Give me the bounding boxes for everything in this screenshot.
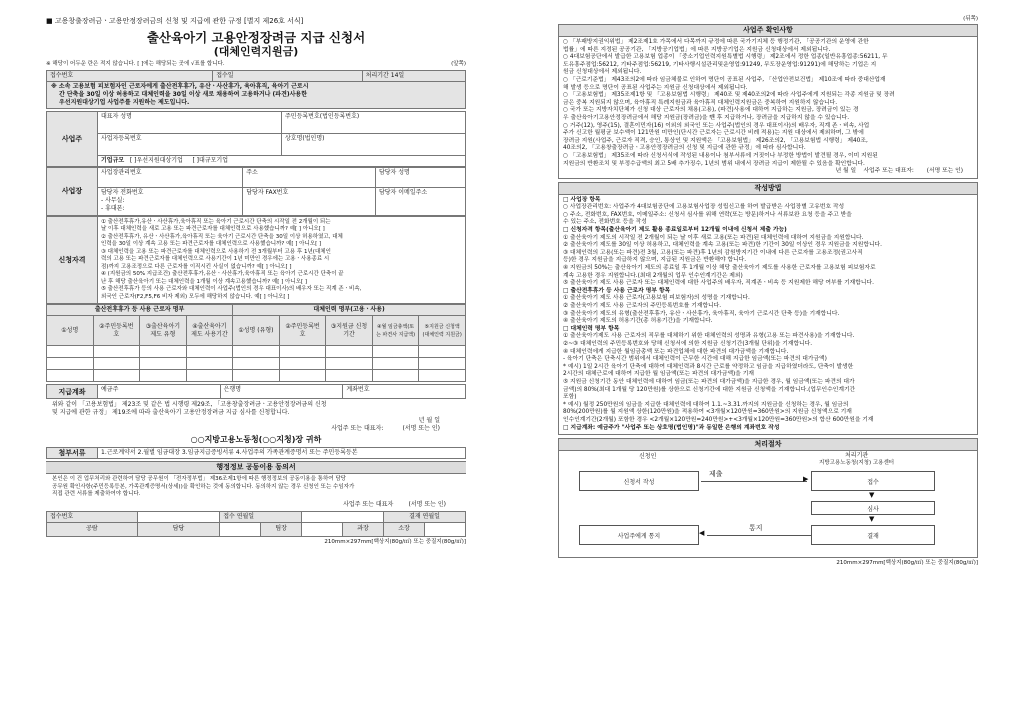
declaration-date: 년 월 일 — [418, 417, 440, 424]
company-size-field — [98, 155, 466, 166]
office-director-label: 소장 — [398, 525, 410, 532]
col-wage — [372, 316, 419, 346]
rep-name-field[interactable] — [98, 111, 282, 133]
office-label: - 사무실: — [101, 196, 125, 204]
phone-field[interactable] — [98, 187, 243, 215]
office-receipt-date — [220, 511, 302, 522]
table-row[interactable] — [47, 346, 466, 358]
left-footer: 210mm×297mm[백상지(80g/㎡) 또는 중질지(80g/㎡)] — [324, 538, 466, 545]
office-team-lead-sign[interactable] — [302, 522, 343, 536]
confirm-title: 사업주 확인사항 — [559, 25, 977, 37]
depositor-field[interactable] — [98, 385, 221, 399]
bank-label: 은행명 — [223, 386, 242, 393]
col-name-2 — [233, 316, 280, 346]
method-item: □ 출산전후휴가 등 사용 근로자 명부 항목 — [563, 287, 671, 294]
form-back-page — [512, 0, 1024, 723]
process-col-applicant: 신청인 — [639, 453, 657, 461]
office-team-lead-label: 팀장 — [275, 525, 287, 532]
workplace-section-label — [47, 167, 98, 215]
col-apply-period-label: ③지원금 신청기간 — [330, 322, 368, 338]
roster-group-1 — [47, 305, 233, 316]
col-period-1-label: ④출산육아기 제도 사용기간 — [191, 322, 228, 338]
attachment-table — [46, 447, 466, 459]
method-item: ⑤ 출산육아기 제도 사용 근로자 또는 대체인력에 대한 사업주의 배우자, 직계존ㆍ비속 등 지원제한 해당 여부를 기재합니다. — [563, 280, 874, 287]
confirm-item: ○ 4대보험공단에서 발급한 고용보험 업종이 「중소기업인력지원특별법 시행령」 제2조에서 정한 업종(일반유흥업종:56211, 무 — [563, 54, 888, 61]
confirm-item: 원금 신청대상에서 제외됩니다. — [563, 69, 642, 76]
office-director-sign[interactable] — [424, 522, 465, 536]
method-title: 작성방법 — [559, 183, 977, 195]
attach-section-label — [47, 448, 98, 459]
mgmt-no-label: 사업장관리번호 — [101, 168, 142, 176]
qualification-section-label — [47, 216, 98, 304]
confirm-item: ○ 거주(12), 영주(15), 결혼이민자(16) 이외의 외국인 또는 사업주(법인의 경우 대표이사)의 배우자, 직계 존ㆍ비속, 사업 — [563, 122, 870, 129]
arrow-right-icon: ▶ — [803, 475, 809, 484]
mgmt-no-field[interactable] — [98, 167, 243, 187]
qualification-label-text: 신청자격 — [58, 255, 86, 264]
confirm-item: 해 발생 등으로 명단이 공표된 사업주는 지원금 신청대상에서 제외됩니다. — [563, 84, 748, 91]
office-staff — [137, 522, 219, 536]
method-item: 등)한 경우 지원금을 지급하지 않으며, 지급된 지원금은 반환해야 합니다. — [563, 257, 747, 264]
admin-text-1: 본인은 이 건 업무처리와 관련하여 담당 공무원이 「전자정부법」 제36조제1항에 따른 행정정보의 공동이용을 통하여 담당 — [52, 476, 346, 482]
bank-field[interactable] — [220, 385, 343, 399]
payment-section-label — [47, 385, 98, 399]
roster-group-2-label: 대체인력 명부(고용ㆍ사용) — [313, 306, 385, 313]
payment-label-text: 지급계좌 — [58, 387, 86, 396]
intro-line-3: 우선지원대상기업 사업주를 지원하는 제도입니다. — [59, 98, 190, 106]
office-review — [47, 522, 138, 536]
worker-roster-table — [46, 304, 466, 382]
declaration-block — [46, 399, 466, 447]
col-apply-period — [326, 316, 373, 346]
resident-no-label: 주민등록번호(법인등록번호) — [285, 112, 360, 120]
admin-signer-label: 사업주 또는 대표자 — [343, 500, 394, 508]
method-item: ② 출산육아기 제도를 30일 이상 허용하고, 대체인력을 계속 고용(또는 파견)한 기간이 30일 이상인 경우 지원금을 지원합니다. — [563, 242, 882, 249]
flow-arrow-notice — [707, 535, 811, 536]
employer-section-label — [47, 111, 98, 166]
form-subtitle: (대체인력지원금) — [213, 45, 299, 58]
declaration-line-2: 및 지급에 관한 규정」 제19조에 따라 출산육아기 고용안정장려금 지급 심사를 신청합니다. — [52, 409, 290, 416]
confirm-item: ○ 「근로기준법」 제43조의2에 따라 임금체불로 인하여 명단이 공표된 사업주, 「산업안전보건법」 제10조에 따라 중대산업재 — [563, 76, 886, 83]
manager-name-label: 담당자 성명 — [378, 168, 410, 176]
admin-text-3: 직접 관련 서류를 제출하여야 합니다. — [52, 491, 141, 497]
side-note: (앞쪽) — [451, 61, 466, 67]
admin-consent-title: 행정정보 공동이용 동의서 — [46, 461, 466, 474]
office-staff-label: 담당 — [172, 525, 185, 532]
fax-field[interactable] — [243, 187, 376, 215]
confirm-item: 법률」에 따른 지정된 공공기관, 「지방공기업법」에 따른 지방공기업은 지원금 신청대상에서 제외됩니다. — [563, 46, 831, 53]
qual-item-4b[interactable]: 난 후 해당 출산육아기 또는 대체인력을 1개월 이상 계속고용했습니까? 예[ ] 아니오[ ] — [101, 278, 307, 285]
office-manager — [343, 522, 384, 536]
manager-name-field[interactable] — [375, 167, 465, 187]
method-item: ④ 대체인력에게 지급한 월임금총액 또는 파견업체에 대한 파견의 대가금액을 기재합니다. — [563, 348, 789, 355]
col-type-1 — [140, 316, 187, 346]
qual-item-4[interactable]: ④ (지원금의 50% 지급조건) 출산전후휴가,유산ㆍ사산휴가,육아휴직 또는 육아기 근로시간 단축이 끝 — [101, 271, 344, 277]
top-note: ※ 해당이 어두운 란은 적지 않습니다. [ ]에는 해당되는 곳에 √표를 합니다. — [46, 61, 225, 67]
flow-review — [811, 501, 935, 515]
method-item: □ 지급계좌: 예금주가 "사업주 또는 상호명(법인명)"과 동일한 은행의 계좌번호 작성 — [563, 424, 780, 431]
col-wage-label: ④월 임금총액(또는 파견사 지급액) — [376, 323, 416, 338]
confirm-item: 우 출산육아기고용안정장려금에서 해당 지원금(장려금)을 뺀 후 지급하거나, 장려금을 지급하지 않을 수 있습니다. — [563, 114, 850, 121]
confirm-item: ○ 「고용보험법」 제35조제1항 및 「고용보험법 시행령」 제40조 및 제40조의2에 따라 사업주에게 지원되는 각종 지원금 및 장려 — [563, 92, 895, 99]
period-cell — [362, 70, 465, 81]
size-label: 기업규모 — [101, 156, 125, 164]
rep-name-label: 대표자 성명 — [101, 112, 132, 120]
office-review-label: 공람 — [86, 525, 98, 532]
attach-items-text: 1.근로계약서 2.월별 임금대장 3.임금지급증빙서류 4.사업주의 가족관계증명서 또는 주민등록등본 — [101, 449, 358, 456]
flow-notice-target — [579, 525, 699, 545]
admin-consent-block — [46, 474, 466, 511]
email-label: 담당자 이메일주소 — [378, 188, 428, 196]
employer-table — [46, 111, 466, 167]
qual-item-3[interactable]: ③ 대체인력을 고용 또는 파견근로자를 대체인력으로 사용하기 전 3개월부터 고용 후 1년(대체인 — [101, 248, 331, 255]
office-receipt-no — [47, 511, 138, 522]
workplace-table — [46, 167, 466, 216]
col-amount-label: ⑤지원금 신청액 (대체인력 지원금) — [422, 323, 462, 338]
qualification-table — [46, 216, 466, 305]
qual-item-3b[interactable]: 력의 고용 또는 파견근로자를 대체인력으로 사용기간이 1년 미만인 경우에는 고용ㆍ사용종료 시 — [101, 256, 330, 262]
sign-note[interactable]: (서명 또는 인) — [402, 425, 440, 432]
qual-item-5[interactable]: ⑤ 출산전후휴가 등의 사용 근로자와 대체인력이 사업주(법인의 경우 대표이사)의 배우자 또는 직계 존ㆍ비속, — [101, 286, 362, 292]
flow-review-label: 심사 — [867, 505, 879, 513]
table-row[interactable] — [47, 358, 466, 370]
col-rrn-1 — [93, 316, 140, 346]
size-option-priority[interactable]: [ ]우선지원대상기업 — [129, 156, 183, 164]
office-manager-label: 과장 — [357, 525, 369, 532]
confirm-item: 주가 신고한 월평균 보수액이 121만원 미만인(단시간 근로자는 근로시간 비례 적용)는 지원 대상에서 제외하며, 그 밖에 — [563, 130, 864, 137]
employer-label-text: 사업주 — [61, 134, 83, 143]
method-item: □ 신청자격 항목(출산육아기 제도 활용 종료일로부터 12개월 이내에 신청서 제출 가능) — [563, 227, 787, 234]
receipt-table — [46, 70, 466, 82]
addressee: ○○지방고용노동청(○○지청)장 귀하 — [190, 435, 322, 444]
phone-label: 담당자 전화번호 — [101, 188, 144, 196]
flow-receipt — [811, 471, 935, 491]
flow-receipt-label: 접수 — [867, 478, 879, 486]
attach-items — [98, 448, 466, 459]
method-list — [559, 195, 977, 434]
process-title: 처리절차 — [559, 439, 977, 451]
confirm-item: ○ 국가 또는 지방자치단체가 신청 대상 근로자의 채용(고용), (파견)사용에 대하여 지급하는 지원금, 장려금이 있는 경 — [563, 107, 859, 114]
confirm-list — [559, 37, 977, 178]
method-item: * 예시) 월정 250만원의 임금을 지급한 대체인력에 대하여 1.1.~3.31.까지의 지원금을 신청하는 경우, 월 임금의 — [563, 401, 849, 408]
confirm-item: ○ 「고용보험법」 제35조에 따라 신청서식에 작성된 내용이나 첨부서류에 거짓이나 부정한 방법이 발견될 경우, 이미 지원된 — [563, 152, 878, 159]
col-name-1 — [47, 316, 94, 346]
flow-notice-target-label: 사업주에게 통지 — [617, 532, 661, 540]
regulation-header — [46, 16, 466, 26]
flow-submit-label: 제출 — [709, 470, 723, 479]
account-label: 계좌번호 — [346, 386, 370, 393]
office-team-lead — [261, 522, 302, 536]
qual-item-2[interactable]: ② 출산전후휴가, 유산ㆍ사산휴가,육아휴직 또는 육아기 근로시간 단축을 30일 이상 허용하였고, 대체 — [101, 233, 343, 240]
back-side-label: (뒤쪽) — [963, 16, 978, 22]
col-rrn-2-label: ②주민등록번호 — [285, 322, 320, 338]
qualification-items — [98, 216, 466, 304]
method-item: - 육아기 단축은 단축시간 범위에서 대체인력이 근무한 시간에 대해 지급한 임금액(또는 파견의 대가금액) — [563, 356, 827, 363]
company-name-label: 상호명(법인명) — [285, 134, 325, 142]
method-item: 80%(200만원)를 월 지원액 상한(120만원)을 적용하여 <3개월×120만원=360만원>의 지원금 신청액으로 기재 — [563, 409, 852, 416]
qual-item-1b[interactable]: 날 이후 대체인력을 새로 고용 또는 파견근로자를 대체인력으로 사용했습니까? 예[ ] 아니오[ ] — [101, 226, 325, 232]
method-item: ○ 사업장관리번호: 사업주가 4대보험공단에 고용보험사업장 성립신고를 하여 발급받은 사업장별 고유번호 작성 — [563, 204, 845, 211]
col-name-1-label: ①성명 — [61, 326, 79, 334]
depositor-label: 예금주 — [101, 386, 119, 393]
period-label: 처리기간 14일 — [365, 71, 405, 79]
roster-group-1-label: 출산전후휴가 등 사용 근로자 명부 — [94, 306, 185, 313]
workplace-label-text: 사업장 — [61, 187, 83, 195]
mobile-label: - 휴대폰: — [101, 204, 125, 212]
col-rrn-1-label: ②주민등록번호 — [99, 322, 134, 338]
flow-decide-label: 결재 — [867, 532, 879, 540]
qual-item-2b[interactable]: 인력을 30일 이상 계속 고용 또는 파견근로자를 대체인력으로 사용했습니까? 예[ ] 아니오[ ] — [101, 241, 322, 247]
qual-item-5b[interactable]: 외국인 근로자(F2,F5,F6 비자 제외) 모두에 해당하지 않습니다. 예[ ] 아니오[ ] — [101, 293, 290, 300]
method-item: 수 있는 주소, 전화번호 등을 작성 — [563, 219, 647, 226]
payment-table — [46, 384, 466, 399]
method-item: 포함) — [563, 394, 577, 401]
method-item: ○ 주소, 전화번호, FAX번호, 이메일주소: 신청서 심사를 위해 연락(또는 방문)하거나 서류보완 요청 등을 주고 받을 — [563, 211, 852, 218]
table-row[interactable] — [47, 370, 466, 382]
method-item: 인수인계기간(2개월) 포함한 경우 <2개월×120만원=240만원>+<3개월×120만원=360만원>의 합산 600만원을 기재 — [563, 416, 874, 423]
account-field[interactable] — [343, 385, 466, 399]
method-item: ④ 지원금의 50%는 출산육아기 제도의 종료일 후 1개월 이상 해당 출산육아기 제도를 사용한 근로자를 고용보험 피보험자로 — [563, 265, 876, 272]
office-receipt-no-value[interactable] — [137, 511, 219, 522]
method-section — [558, 182, 978, 435]
process-section — [558, 438, 978, 558]
office-use-table — [46, 511, 466, 537]
process-col-agency-sub: 지방고용노동청(지청) 고용센터 — [819, 460, 895, 467]
address-field[interactable] — [243, 167, 376, 187]
office-approve-date-label: 결재 연월일 — [409, 512, 440, 520]
flow-arrow-submit — [701, 481, 807, 482]
flow-decide — [811, 525, 935, 545]
confirm-item: ○ 「부패방지권익위법」 제2조제1호 가목에서 다목까지 규정에 따른 국가기지체 등 행정기관, 「공공기관의 운영에 관한 — [563, 39, 869, 45]
confirm-item: 도유흥주점업:56212, 기타주점업:56219, 기타사행시설관리및운영업:91249, 무도장운영업:91291)에 해당하는 기업은 지 — [563, 61, 877, 68]
regulation-text: ■ 고용창출장려금ㆍ고용안정장려금의 신청 및 지급에 관한 규정 [별지 제26호 서식] — [46, 17, 304, 25]
receipt-no-cell[interactable] — [47, 70, 213, 81]
arrow-down-icon: ▼ — [869, 515, 875, 524]
biz-reg-no-label: 사업자등록번호 — [101, 134, 142, 142]
intro-line-1: ※ 소속 고용보험 피보험자인 근로자에게 출산전후휴가, 유산ㆍ사산휴가, 육아휴직, 육아기 근로시 — [51, 82, 309, 90]
company-name-field[interactable] — [282, 133, 466, 155]
confirm-item: 지원금의 반환조치 및 부정수급액의 최고 5배 추가징수, 1년의 범위 내에서 장려금 지급이 제한될 수 있음을 확인합니다. — [563, 160, 865, 167]
qual-item-3c[interactable]: 점)까지 고용조정으로 다른 근로자를 이직시킨 사실이 없습니까? 예[ ] 아니오[ ] — [101, 263, 292, 270]
declaration-line-1: 위와 같이 「고용보험법」 제23조 및 같은 법 시행령 제29조, 「고용창출장려금ㆍ고용안정장려금의 신청 — [52, 401, 327, 408]
method-item: ③ 출산육아기 제도의 유형(출산전후휴가, 유산ㆍ사산휴가, 육아휴직, 육아기 근로시간 단축 등)을 기재합니다. — [563, 310, 840, 317]
arrow-left-icon: ◀ — [699, 529, 705, 538]
confirm-item: 40조의2, 「고용창출장려금ㆍ고용안정장려금의 신청 및 지급에 관한 규정」에 따라 심사합니다. — [563, 145, 806, 152]
office-approve-date — [384, 511, 466, 522]
signer-label: 사업주 또는 대표자: — [331, 425, 384, 432]
office-receipt-no-label: 접수번호 — [50, 512, 74, 520]
office-staff-sign[interactable] — [220, 522, 261, 536]
process-col-agency: 처리기관 — [845, 452, 869, 460]
biz-reg-no-field[interactable] — [98, 133, 282, 155]
top-note-row — [46, 61, 466, 69]
intro-box — [46, 82, 466, 109]
office-receipt-date-label: 접수 연월일 — [223, 512, 255, 520]
receipt-date-label: 접수일 — [216, 71, 234, 79]
confirm-item: 금은 중복 지원되지 않으며, 육아휴직 특례지원금과 육아휴직 대체인력지원금은 중복하여 지원하지 않습니다. — [563, 99, 838, 106]
email-field[interactable] — [375, 187, 465, 215]
flow-write-label: 신청서 작성 — [623, 478, 655, 486]
method-item: □ 사업장 항목 — [563, 196, 601, 203]
intro-line-2: 간 단축을 30일 이상 허용하고 대체인력을 30일 이상 새로 채용하여 고용하거나 (파견)사용한 — [59, 90, 308, 98]
col-name-2-label: ①성명 (유형) — [238, 326, 274, 334]
method-item: ⑤ 지원금 신청기간 동안 대체인력에 대하여 임금(또는 파견의 대가금액)을 지급한 경우, 월 임금액(또는 파견의 대가 — [563, 378, 855, 385]
admin-sign-note[interactable]: (서명 또는 인) — [408, 500, 446, 508]
method-item: 2시간의 대체근로에 대하여 지급한 월 임금액(또는 파견의 대가금액)을 기재 — [563, 371, 754, 378]
admin-text-2: 공무원 확인사항(주민등록등본, 가족관계증명서(상세))을 확인하는 것에 동의합니다. 동의하지 않는 경우 신청인 또는 수임자가 — [52, 483, 355, 490]
receipt-date-cell[interactable] — [213, 70, 362, 81]
confirm-signer: 사업주 또는 대표자: — [863, 168, 914, 175]
method-item: ① 출산육아기제도 사용 근로자의 직무를 대체하기 위한 대체인력의 성명과 유형(고용 또는 파견사용)을 기재합니다. — [563, 333, 855, 340]
method-item: ②~③ 대체인력의 주민등록번호와 당해 신청서에 의한 지원금 신청기간(3개월 단위)을 기재합니다. — [563, 340, 813, 347]
arrow-down-icon: ▼ — [869, 491, 875, 500]
col-amount — [419, 316, 466, 346]
flow-notice-label: 통지 — [749, 524, 763, 533]
office-director — [384, 522, 425, 536]
size-option-large[interactable]: [ ]대규모기업 — [192, 156, 229, 164]
method-item: ④ 출산육아기 제도의 허용기간(총 허용기간)을 기재합니다. — [563, 318, 713, 325]
receipt-no-label: 접수번호 — [50, 71, 74, 79]
col-period-1 — [186, 316, 233, 346]
method-item: 계속 고용한 경우 지원합니다.(최대 2개월의 업무 인수인계기간은 제외) — [563, 272, 743, 279]
fax-label: 담당자 FAX번호 — [246, 188, 289, 196]
confirm-sign[interactable]: (서명 또는 인) — [926, 168, 963, 175]
confirm-date: 년 월 일 — [835, 168, 857, 175]
method-item: □ 대체인력 명부 항목 — [563, 325, 620, 332]
qual-item-1[interactable]: ① 출산전후휴가,유산ㆍ사산휴가,육아휴직 또는 육아기 근로시간 단축의 시작일 전 2개월이 되는 — [101, 218, 331, 225]
confirm-section — [558, 24, 978, 179]
form-title: 출산육아기 고용안정장려금 지급 신청서 — [146, 30, 366, 45]
office-receipt-date-value[interactable] — [302, 511, 384, 522]
roster-group-2 — [233, 305, 466, 316]
method-item: ① 출산육아기 제도 사용 근로자(고용보험 피보험자)의 성명을 기재합니다. — [563, 295, 750, 302]
address-label: 주소 — [246, 168, 258, 176]
flow-write — [579, 471, 699, 491]
confirm-item: 장려금 지원(사업주, 근로자 직격, 승인, 통상인 및 지원액은 「고용보험법」 제26조의2, 「고용보험법 시행령」 제40조, — [563, 137, 868, 144]
method-item: 금액)의 80%(최대 1개월 당 120만원)를 상한으로 신청기간에 대한 지원금 신청액을 기재합니다.(업무인수인계기간 — [563, 386, 856, 393]
col-rrn-2 — [279, 316, 326, 346]
method-item: * 예시) 1일 2시간 육아기 단축에 대하여 대체인력과 8시간 근로를 약정하고 임금을 지급하였더라도, 단축이 발생한 — [563, 363, 854, 370]
method-item: ③ 대체인력의 고용(또는 파견)전 3월, 고용(또는 파견)후 1년의 감원방지기간 이내에 다른 근로자를 고용조정(권고사직 — [563, 249, 863, 256]
col-type-1-label: ③출산육아기 제도 유형 — [145, 322, 181, 338]
method-item: ① 출산육아기 제도의 시작일 전 2개월이 되는 날 이후 새로 고용(또는 파견)된 대체인력에 대하여 지원금을 지원합니다. — [563, 234, 864, 241]
right-footer: 210mm×297mm[백상지(80g/㎡) 또는 중질지(80g/㎡)] — [836, 560, 978, 567]
method-item: ② 출산육아기 제도 사용 근로자의 주민등록번호를 기재합니다. — [563, 303, 722, 309]
attach-label-text: 첨부서류 — [58, 449, 86, 457]
resident-no-field[interactable] — [282, 111, 466, 133]
